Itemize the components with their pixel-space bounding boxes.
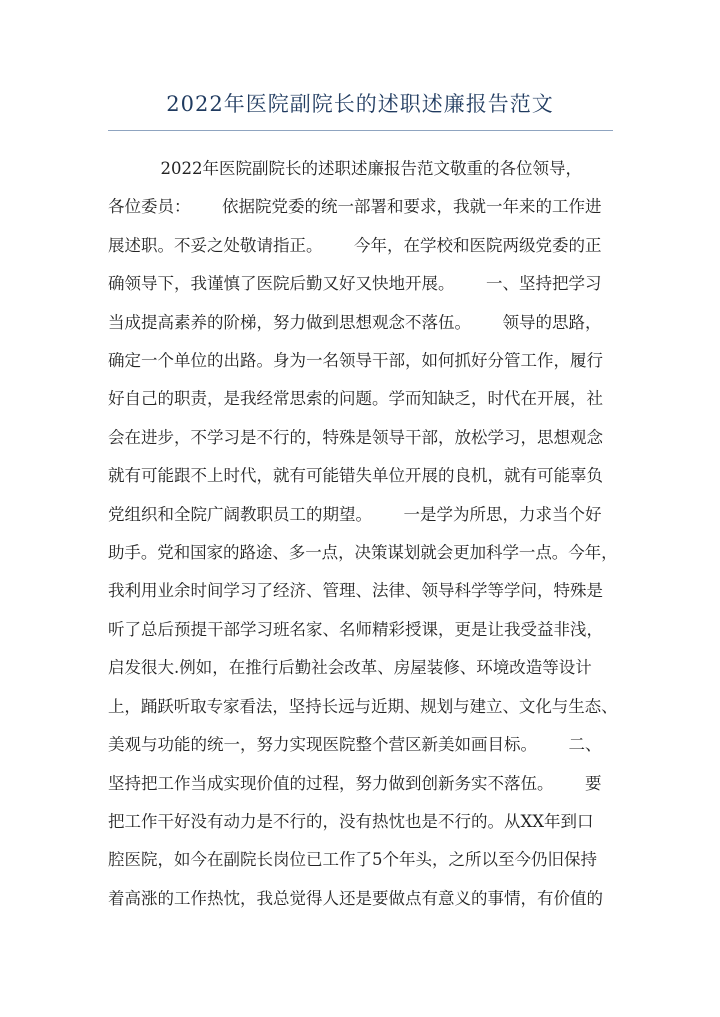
body-line: 上，踊跃听取专家看法，坚持长远与近期、规划与建立、文化与生态、 [108, 696, 618, 716]
body-line: 助手。党和国家的路途、多一点，决策谋划就会更加科学一点。今年， [108, 543, 618, 563]
body-line: 着高涨的工作热忱，我总觉得人还是要做点有意义的事情，有价值的 [108, 888, 603, 908]
document-title: 2022年医院副院长的述职述廉报告范文 [166, 92, 554, 116]
body-line: 好自己的职责，是我经常思索的问题。学而知缺乏，时代在开展，社 [108, 389, 603, 409]
body-line: 各位委员： 依据院党委的统一部署和要求，我就一年来的工作进 [108, 197, 602, 217]
body-line: 美观与功能的统一，努力实现医院整个营区新美如画目标。 二、 [108, 735, 602, 755]
body-line: 确领导下，我谨慎了医院后勤又好又快地开展。 一、坚持把学习 [108, 274, 602, 294]
body-line: 就有可能跟不上时代，就有可能错失单位开展的良机，就有可能辜负 [108, 466, 603, 486]
document-body [108, 150, 618, 918]
body-line: 我利用业余时间学习了经济、管理、法律、领导科学等学问，特殊是 [108, 581, 603, 601]
body-line: 会在进步，不学习是不行的，特殊是领导干部，放松学习，思想观念 [108, 427, 603, 447]
title-divider [108, 130, 613, 131]
body-line: 确定一个单位的出路。身为一名领导干部，如何抓好分管工作，履行 [108, 351, 603, 371]
body-line: 启发很大.例如，在推行后勤社会改革、房屋装修、环境改造等设计 [108, 658, 592, 678]
body-line: 展述职。不妥之处敬请指正。 今年，在学校和医院两级党委的正 [108, 235, 602, 255]
body-line: 2022年医院副院长的述职述廉报告范文敬重的各位领导， [108, 159, 582, 178]
body-line: 党组织和全院广阔教职员工的期望。 一是学为所思，力求当个好 [108, 504, 602, 524]
body-line: 坚持把工作当成实现价值的过程，努力做到创新务实不落伍。 要 [108, 773, 602, 793]
body-line: 当成提高素养的阶梯，努力做到思想观念不落伍。 领导的思路， [108, 312, 602, 332]
body-line: 听了总后预提干部学习班名家、名师精彩授课，更是让我受益非浅， [108, 619, 603, 639]
body-line: 把工作干好没有动力是不行的，没有热忱也是不行的。从XX年到口 [108, 811, 594, 831]
body-line: 腔医院，如今在副院长岗位已工作了5个年头，之所以至今仍旧保持 [108, 850, 597, 870]
